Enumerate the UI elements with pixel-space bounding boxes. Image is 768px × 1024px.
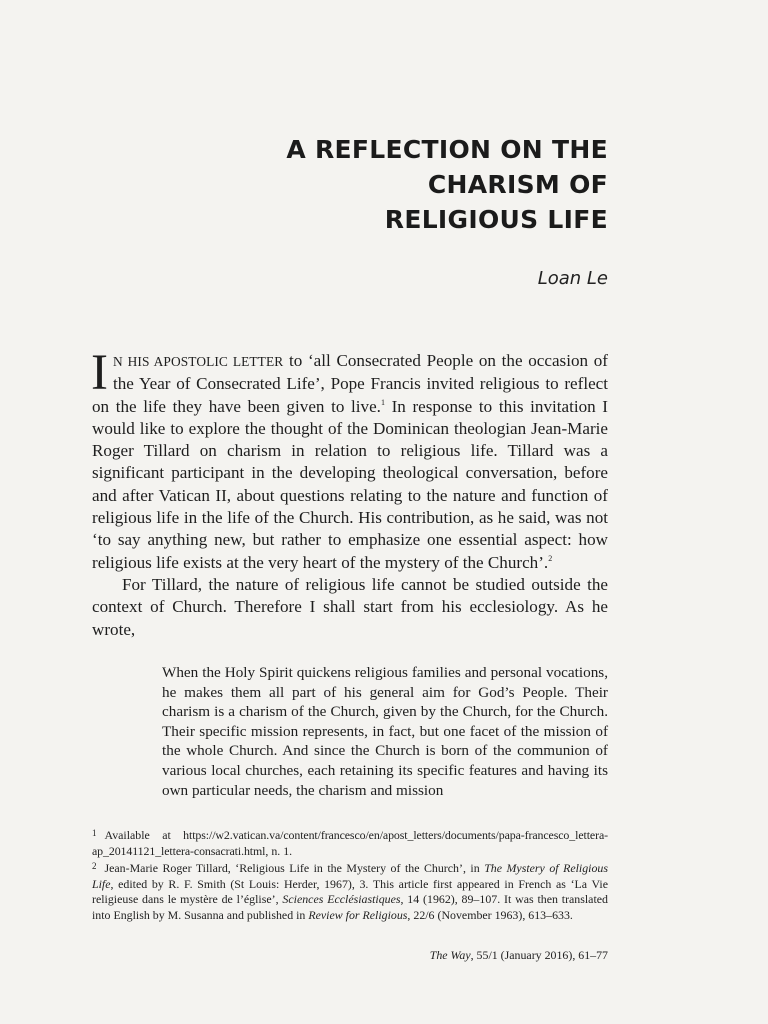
footnote-1-url[interactable]: https://w2.vatican.va/content/francesco/en/apost_letters/documents/papa-francesco_lettera-ap_20141121_lettera-consacrati.html: [92, 828, 608, 858]
title-line-2: CHARISM OF: [427, 170, 608, 199]
journal-name: The Way: [429, 948, 471, 962]
footnote-2-text-c: , 14 (1962), 89–107. It was then translated into English by M. Susanna and published in: [92, 892, 608, 922]
footnote-ref-1[interactable]: 1: [380, 397, 385, 407]
running-footer: [430, 948, 608, 963]
title-line-3: RELIGIOUS LIFE: [384, 205, 608, 234]
footnotes: [92, 826, 608, 923]
footnote-ref-2[interactable]: 2: [548, 553, 553, 563]
footnote-2-book-title: The Mystery of Religious Life: [92, 861, 609, 891]
footnote-2-journal-title: Sciences Ecclésiastiques: [282, 892, 401, 906]
footnote-2-review-title: Review for Religious: [308, 907, 408, 922]
drop-cap: I: [91, 345, 108, 401]
journal-citation: , 55/1 (January 2016), 61–77: [470, 948, 608, 962]
footnote-1-number: 1: [92, 828, 97, 838]
block-quote: When the Holy Spirit quickens religious families and personal vocations, he makes them all part of his general aim for God’s People. Their charism is a charism of the Church, given by the Church, for the Church. Their specific mission represents, in fact, but one facet of the mission of the whole Church. And since the Church is born of the communion of various local churches, each retaining its specific features and having its own particular needs, the charism and mission: [162, 664, 608, 799]
footnote-2-number: 2: [92, 861, 97, 871]
footnote-2-text-a: Jean-Marie Roger Tillard, ‘Religious Life in the Mystery of the Church’, in: [104, 861, 485, 875]
footnote-2-text-b: , edited by R. F. Smith (St Louis: Herder, 1967), 3. This article first appeared in French as ‘La Vie religieuse dans le mystère de l’église’,: [92, 876, 608, 906]
paragraph-1-text-a: to ‘all Consecrated People on the occasion of the Year of Consecrated Life’, Pope Francis invited religious to reflect on the life they have been given to live.: [92, 351, 608, 416]
title-line-1: A REFLECTION ON THE: [286, 135, 608, 164]
article-title: [286, 132, 608, 237]
footnote-1-prefix: Available at: [104, 828, 184, 842]
article-body: [91, 345, 608, 641]
footnote-2: [92, 859, 608, 923]
paragraph-1-text-b: In response to this invitation I would like to explore the thought of the Dominican theologian Jean-Marie Roger Tillard on charism in relation to religious life. Tillard was a significant participant in the developing theological conversation, before and after Vatican II, about questions relating to the nature and function of religious life in the life of the Church. His contribution, as he said, was not ‘to say anything new, but rather to emphasize one essential aspect: how religious life exists at the very heart of the mystery of the Church’.: [92, 396, 608, 572]
author-name: Loan Le: [537, 268, 608, 289]
footnote-2-text-d: , 22/6 (November 1963), 613–633.: [407, 907, 573, 922]
footnote-1: [92, 826, 608, 859]
paragraph-1: [91, 345, 608, 574]
footnote-1-suffix: , n. 1.: [265, 843, 293, 858]
small-caps-opening: N HIS APOSTOLIC LETTER: [112, 354, 284, 369]
paragraph-2: For Tillard, the nature of religious life cannot be studied outside the context of Church. Therefore I shall start from his ecclesiology. As he wrote,: [92, 574, 608, 639]
